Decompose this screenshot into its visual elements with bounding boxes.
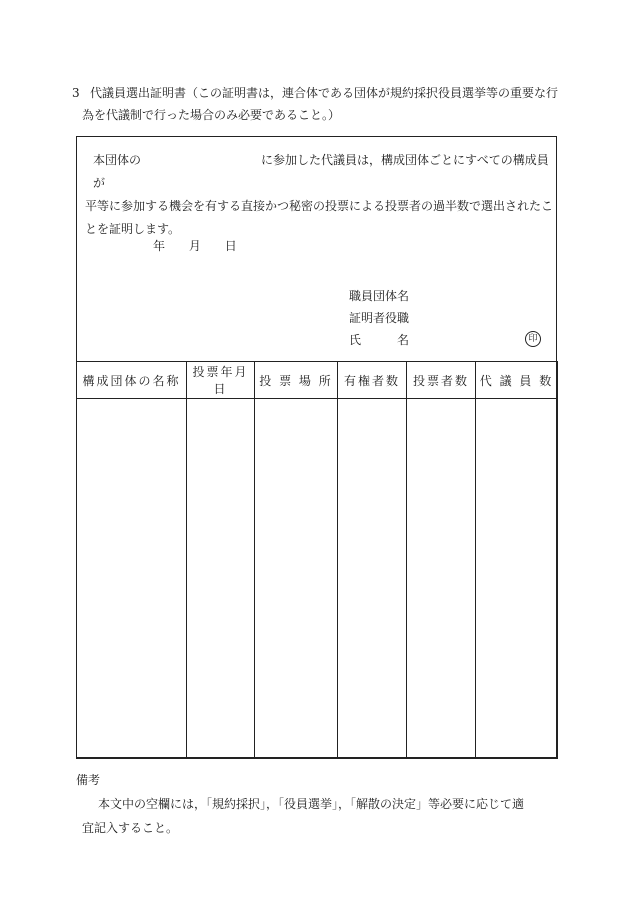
certificate-line-1 xyxy=(85,149,555,195)
day-label: 日 xyxy=(224,239,237,253)
heading-line-1: 代議員選出証明書（この証明書は，連合体である団体が規約採択役員選挙等の重要な行 xyxy=(90,86,559,100)
col-vote-place: 投 票 場 所 xyxy=(255,362,338,399)
notes-section xyxy=(76,768,576,840)
month-label: 月 xyxy=(188,239,201,253)
election-table xyxy=(76,361,558,759)
section-heading xyxy=(72,82,572,126)
col-org-name: 構成団体の名称 xyxy=(77,362,187,399)
table-cell[interactable] xyxy=(476,399,558,759)
certifier-title-label: 証明者役職 xyxy=(349,311,410,325)
notes-line-1: 本文中の空欄には，「規約採択」，「役員選挙」，「解散の決定」等必要に応じて適 xyxy=(98,797,525,811)
col-voters: 投票者数 xyxy=(407,362,476,399)
seal-mark: 印 xyxy=(525,331,541,347)
year-label: 年 xyxy=(153,239,166,253)
signature-block xyxy=(349,285,409,351)
name-label: 氏 名 xyxy=(349,333,410,347)
notes-title: 備考 xyxy=(76,773,101,787)
table-header-row xyxy=(77,362,558,399)
col-vote-date: 投票年月日 xyxy=(187,362,255,399)
col-delegates: 代 議 員 数 xyxy=(476,362,558,399)
heading-line-2: 為を代議制で行った場合のみ必要であること。） xyxy=(82,108,341,122)
section-number: 3 xyxy=(72,86,80,100)
table-cell[interactable] xyxy=(338,399,407,759)
table-cell[interactable] xyxy=(77,399,187,759)
certificate-line-3: とを証明します。 xyxy=(85,222,181,236)
certificate-line-1-end: に参加した代議員は，構成団体ごとにすべての構成員が xyxy=(93,153,549,190)
col-eligible-voters: 有権者数 xyxy=(338,362,407,399)
table-cell[interactable] xyxy=(187,399,255,759)
org-name-label: 職員団体名 xyxy=(349,289,410,303)
table-cell[interactable] xyxy=(255,399,338,759)
certificate-text xyxy=(85,149,555,241)
notes-line-2: 宜記入すること。 xyxy=(82,821,179,835)
table-cell[interactable] xyxy=(407,399,476,759)
date-line xyxy=(153,237,237,254)
certificate-line-1-start: 本団体の xyxy=(93,153,142,167)
table-row xyxy=(77,399,558,759)
certificate-form xyxy=(76,136,557,758)
certificate-line-2: 平等に参加する機会を有する直接かつ秘密の投票による投票者の過半数で選出されたこ xyxy=(85,199,554,213)
